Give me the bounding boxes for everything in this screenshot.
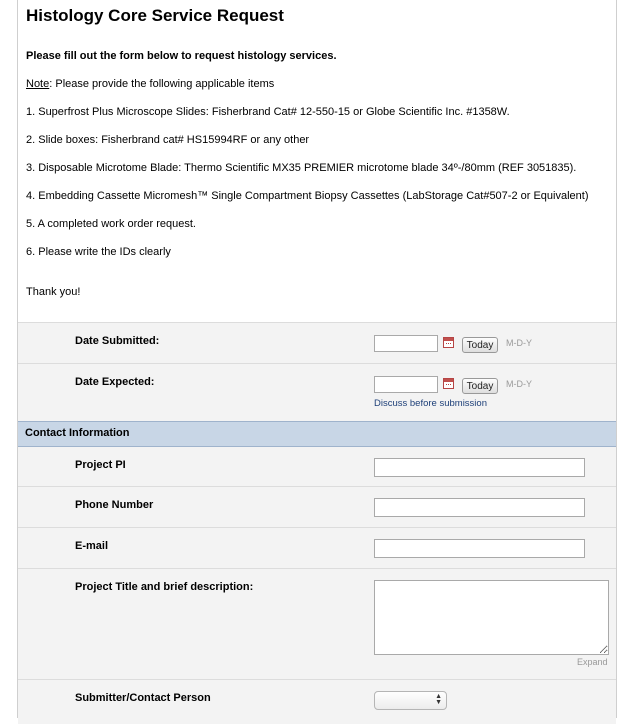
list-item: 4. Embedding Cassette Micromesh™ Single Compartment Biopsy Cassettes (LabStorage Cat#507-2 or Equivalent): [26, 190, 589, 202]
project-pi-label: Project PI: [75, 459, 126, 471]
phone-input[interactable]: [374, 498, 585, 517]
row-project-pi: [18, 447, 616, 486]
updown-arrows-icon: ▲ ▼: [435, 693, 442, 706]
date-format-hint: M-D-Y: [506, 379, 532, 389]
project-pi-input[interactable]: [374, 458, 585, 477]
email-label: E-mail: [75, 540, 109, 552]
project-title-label: Project Title and brief description:: [75, 581, 254, 593]
row-email: [18, 527, 616, 568]
contact-section-header: [18, 421, 616, 447]
note-keyword: Note: [26, 78, 50, 90]
row-submitter: [18, 679, 616, 724]
list-item: 2. Slide boxes: Fisherbrand cat# HS15994RF or any other: [26, 134, 310, 146]
phone-label: Phone Number: [75, 499, 154, 511]
page-title: Histology Core Service Request: [26, 6, 284, 25]
calendar-icon[interactable]: [443, 378, 454, 389]
intro-text: [26, 50, 606, 314]
date-format-hint: M-D-Y: [506, 338, 532, 348]
list-item: 3. Disposable Microtome Blade: Thermo Scientific MX35 PREMIER microtome blade 34º-/80mm (REF 3051835).: [26, 162, 577, 174]
today-button[interactable]: Today: [462, 378, 498, 394]
note-text: : Please provide the following applicable items: [49, 78, 275, 90]
date-submitted-input[interactable]: [374, 335, 438, 352]
intro-lead: Please fill out the form below to request histology services.: [26, 50, 337, 62]
date-submitted-label: Date Submitted:: [75, 335, 160, 347]
form-page: [17, 0, 617, 718]
today-button[interactable]: Today: [462, 337, 498, 353]
date-expected-label: Date Expected:: [75, 376, 155, 388]
list-item: 5. A completed work order request.: [26, 218, 196, 230]
row-date-submitted: [18, 322, 616, 363]
project-title-textarea[interactable]: [374, 580, 609, 655]
row-project-title: [18, 568, 616, 679]
note-line: [26, 78, 606, 91]
date-expected-hint: Discuss before submission: [374, 398, 487, 409]
request-form: [18, 322, 616, 724]
row-phone: [18, 486, 616, 527]
thank-you-text: Thank you!: [26, 286, 81, 298]
date-expected-input[interactable]: [374, 376, 438, 393]
list-item: 6. Please write the IDs clearly: [26, 246, 171, 258]
list-item: 1. Superfrost Plus Microscope Slides: Fisherbrand Cat# 12-550-15 or Globe Scientific Inc. #1358W.: [26, 106, 510, 118]
submitter-label: Submitter/Contact Person: [75, 692, 211, 704]
section-title: Contact Information: [25, 427, 130, 439]
submitter-select[interactable]: [374, 691, 447, 710]
expand-link[interactable]: Expand: [577, 657, 608, 667]
email-input[interactable]: [374, 539, 585, 558]
calendar-icon[interactable]: [443, 337, 454, 348]
row-date-expected: [18, 363, 616, 421]
